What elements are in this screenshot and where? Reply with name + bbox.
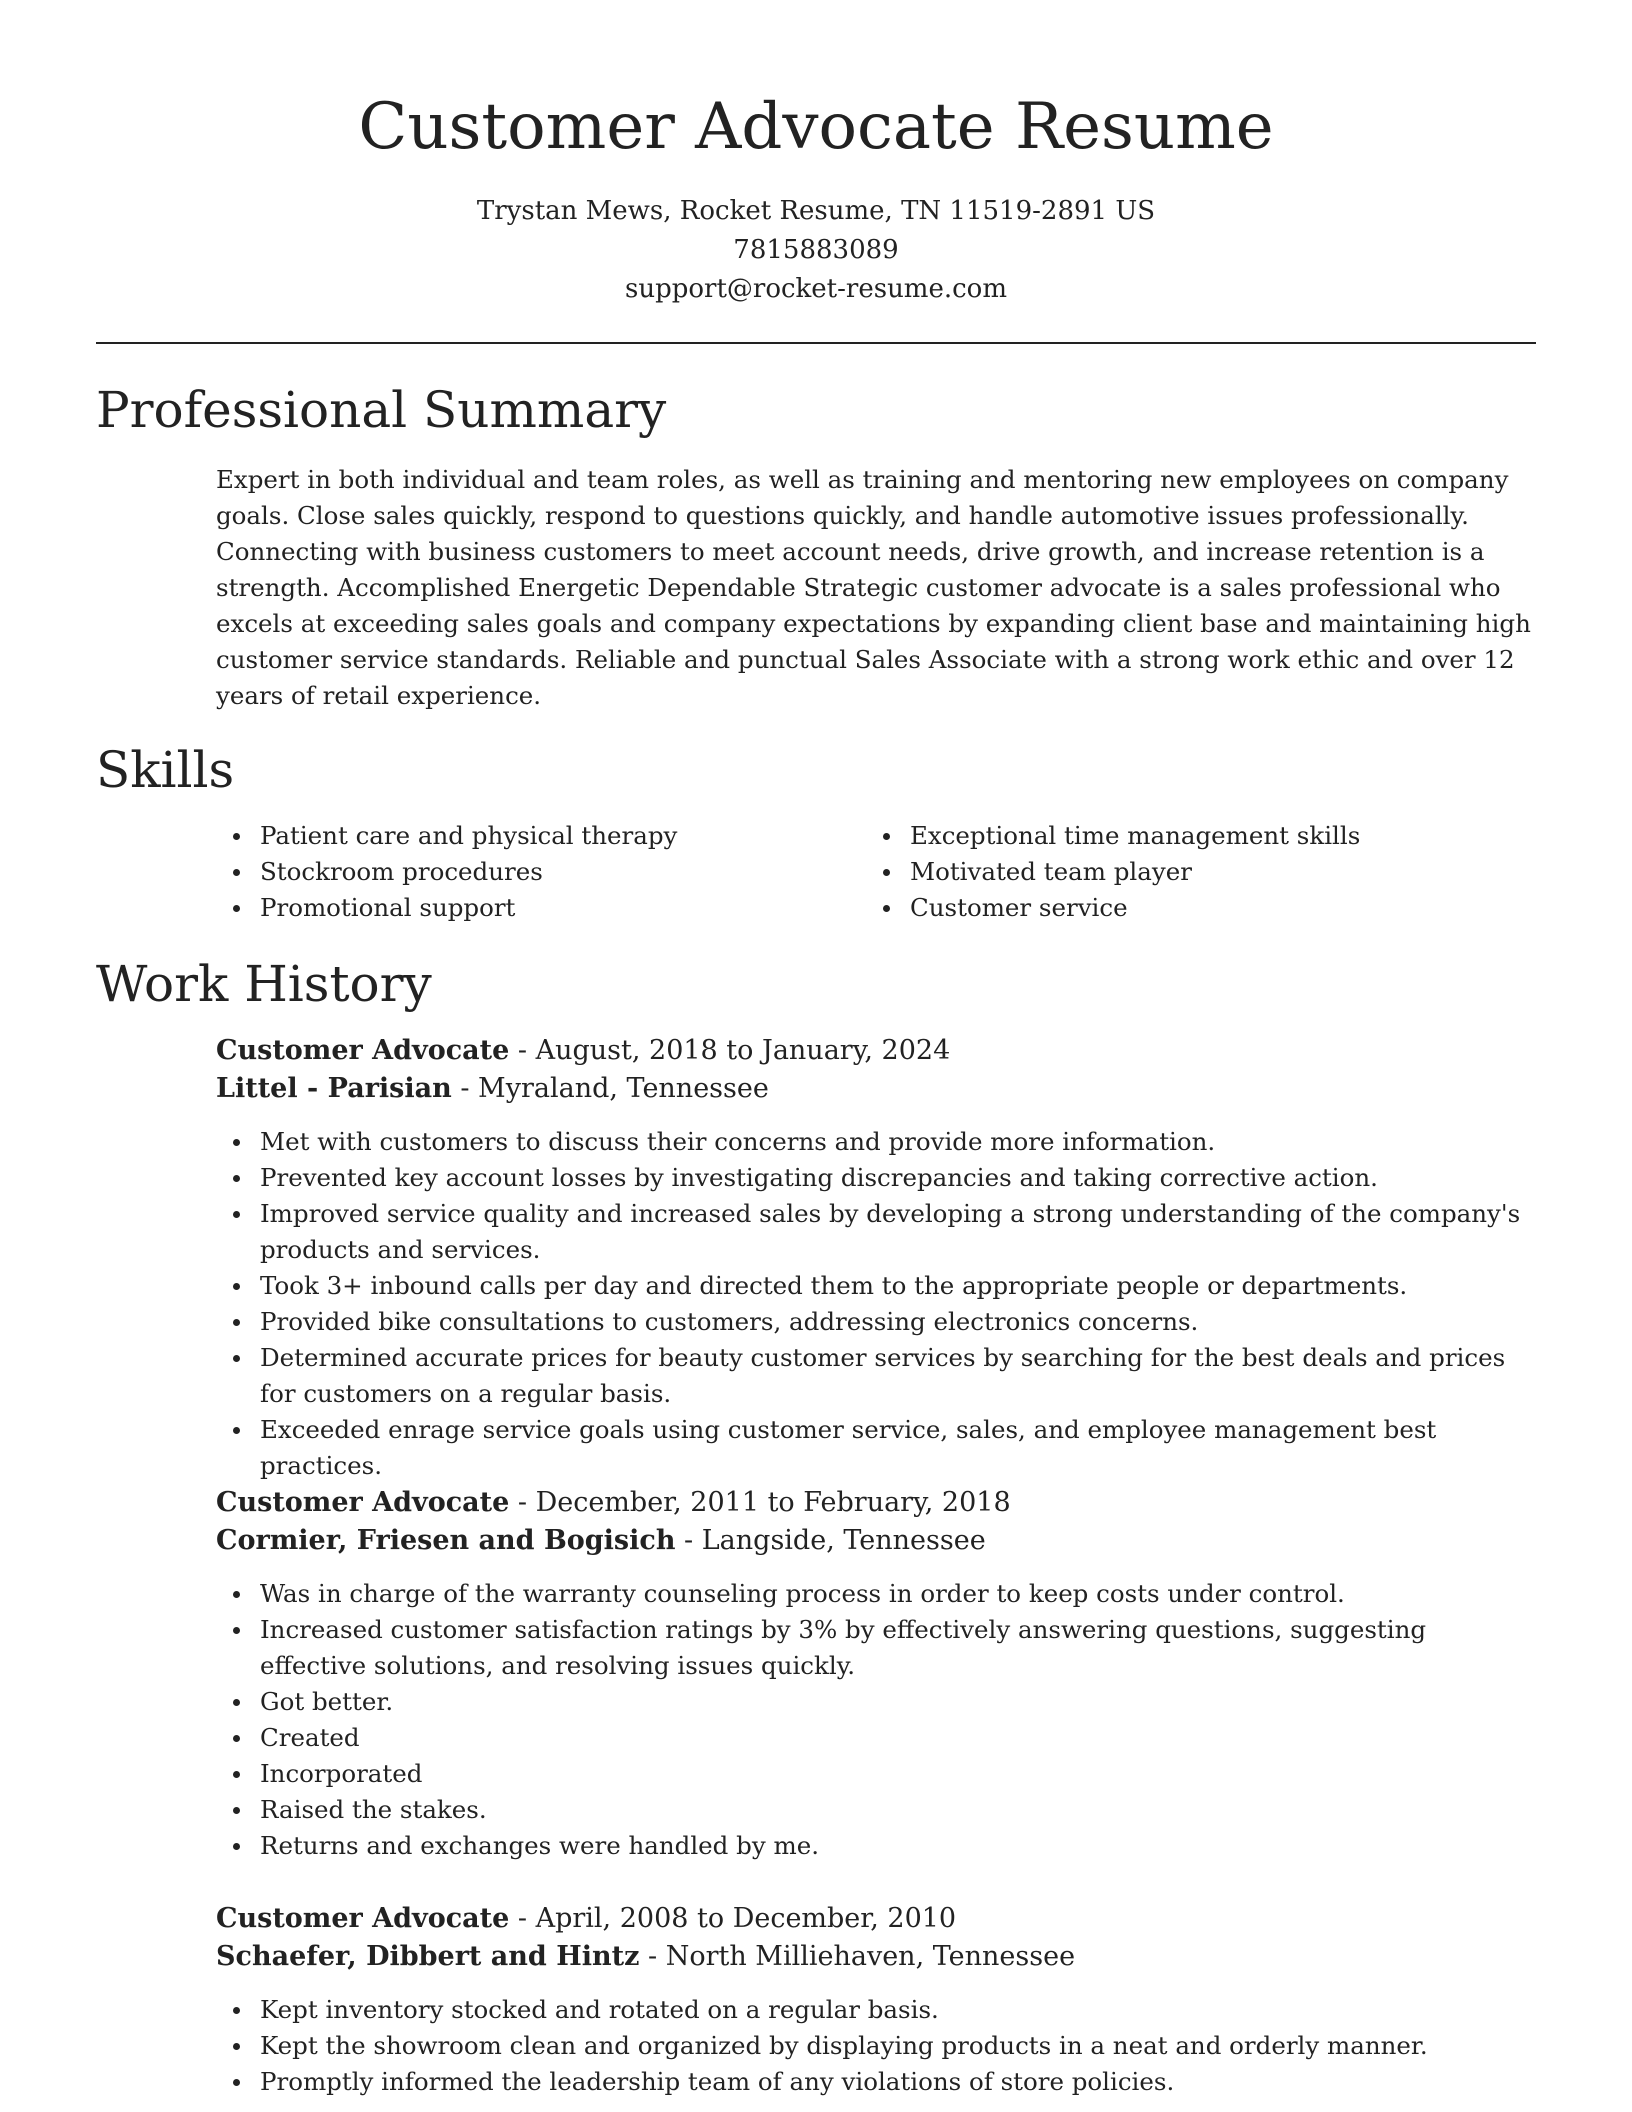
job-title-line xyxy=(216,1900,1536,1938)
job-bullet: Exceeded enrage service goals using customer service, sales, and employee management best practices. xyxy=(216,1412,1536,1484)
job-title: Customer Advocate xyxy=(216,1487,510,1518)
job-bullet: Kept the showroom clean and organized by displaying products in a neat and orderly manner. xyxy=(216,2028,1536,2064)
summary-heading: Professional Summary xyxy=(96,381,667,439)
job-bullet: Returns and exchanges were handled by me. xyxy=(216,1828,1536,1864)
work-history-heading: Work History xyxy=(96,955,432,1013)
job-bullet: Provided bike consultations to customers, addressing electronics concerns. xyxy=(216,1304,1536,1340)
job-bullet: Got better. xyxy=(216,1684,1536,1720)
job-bullet: Promptly informed the leadership team of any violations of store policies. xyxy=(216,2064,1536,2100)
job-company: Cormier, Friesen and Bogisich xyxy=(216,1525,676,1556)
skill-item: Customer service xyxy=(866,890,1466,926)
job-bullet: Kept inventory stocked and rotated on a regular basis. xyxy=(216,1992,1536,2028)
job-bullet: Incorporated xyxy=(216,1756,1536,1792)
skill-item: Promotional support xyxy=(216,890,816,926)
job-dates: - August, 2018 to January, 2024 xyxy=(509,1035,951,1066)
job-bullet: Was in charge of the warranty counseling process in order to keep costs under control. xyxy=(216,1576,1536,1612)
job-company: Schaefer, Dibbert and Hintz xyxy=(216,1941,640,1972)
skills-list-left xyxy=(216,818,816,926)
job-company-line xyxy=(216,1938,1536,1976)
job-title: Customer Advocate xyxy=(216,1035,510,1066)
job-bullet: Prevented key account losses by investigating discrepancies and taking corrective action. xyxy=(216,1160,1536,1196)
contact-block xyxy=(0,192,1632,309)
job-company: Littel - Parisian xyxy=(216,1073,452,1104)
job-bullet: Determined accurate prices for beauty customer services by searching for the best deals and prices for customers on a regular basis. xyxy=(216,1340,1536,1412)
skill-item: Exceptional time management skills xyxy=(866,818,1466,854)
skills-heading: Skills xyxy=(96,741,235,799)
job-bullets xyxy=(216,1992,1536,2100)
job-dates: - April, 2008 to December, 2010 xyxy=(509,1903,957,1934)
job-location: - Langside, Tennessee xyxy=(675,1525,986,1556)
job-bullet: Increased customer satisfaction ratings by 3% by effectively answering questions, suggesting effective solutions, and resolving issues quickly. xyxy=(216,1612,1536,1684)
skills-list-right xyxy=(866,818,1466,926)
job-title: Customer Advocate xyxy=(216,1903,510,1934)
summary-text: Expert in both individual and team roles, as well as training and mentoring new employees on company goals. Close sales quickly, respond to questions quickly, and handle automotive issues professionally. Connecting with business customers to meet account needs, drive growth, and increase retention is a strength. Accomplished Energetic Dependable Strategic customer advocate is a sales professional who excels at exceeding sales goals and company expectations by expanding client base and maintaining high customer service standards. Reliable and punctual Sales Associate with a strong work ethic and over 12 years of retail experience. xyxy=(216,465,1531,710)
header-divider xyxy=(96,342,1536,344)
job-title-line xyxy=(216,1032,1536,1070)
contact-address: Trystan Mews, Rocket Resume, TN 11519-2891 US xyxy=(476,196,1156,226)
job-dates: - December, 2011 to February, 2018 xyxy=(509,1487,1011,1518)
job-bullet: Met with customers to discuss their concerns and provide more information. xyxy=(216,1124,1536,1160)
job-company-line xyxy=(216,1522,1536,1560)
job-location: - Myraland, Tennessee xyxy=(451,1073,769,1104)
job-bullet: Took 3+ inbound calls per day and directed them to the appropriate people or departments. xyxy=(216,1268,1536,1304)
skill-item: Patient care and physical therapy xyxy=(216,818,816,854)
job-entry xyxy=(216,1900,1536,2100)
skill-item: Motivated team player xyxy=(866,854,1466,890)
resume-title: Customer Advocate Resume xyxy=(358,90,1274,164)
contact-phone: 7815883089 xyxy=(733,235,899,265)
job-entry xyxy=(216,1032,1536,1484)
job-title-line xyxy=(216,1484,1536,1522)
job-location: - North Milliehaven, Tennessee xyxy=(639,1941,1076,1972)
skill-item: Stockroom procedures xyxy=(216,854,816,890)
job-bullets xyxy=(216,1124,1536,1484)
job-company-line xyxy=(216,1070,1536,1108)
job-bullet: Raised the stakes. xyxy=(216,1792,1536,1828)
job-entry xyxy=(216,1484,1536,1864)
contact-email: support@rocket-resume.com xyxy=(624,274,1007,304)
job-bullet: Improved service quality and increased sales by developing a strong understanding of the company's products and services. xyxy=(216,1196,1536,1268)
job-bullet: Created xyxy=(216,1720,1536,1756)
job-bullets xyxy=(216,1576,1536,1864)
